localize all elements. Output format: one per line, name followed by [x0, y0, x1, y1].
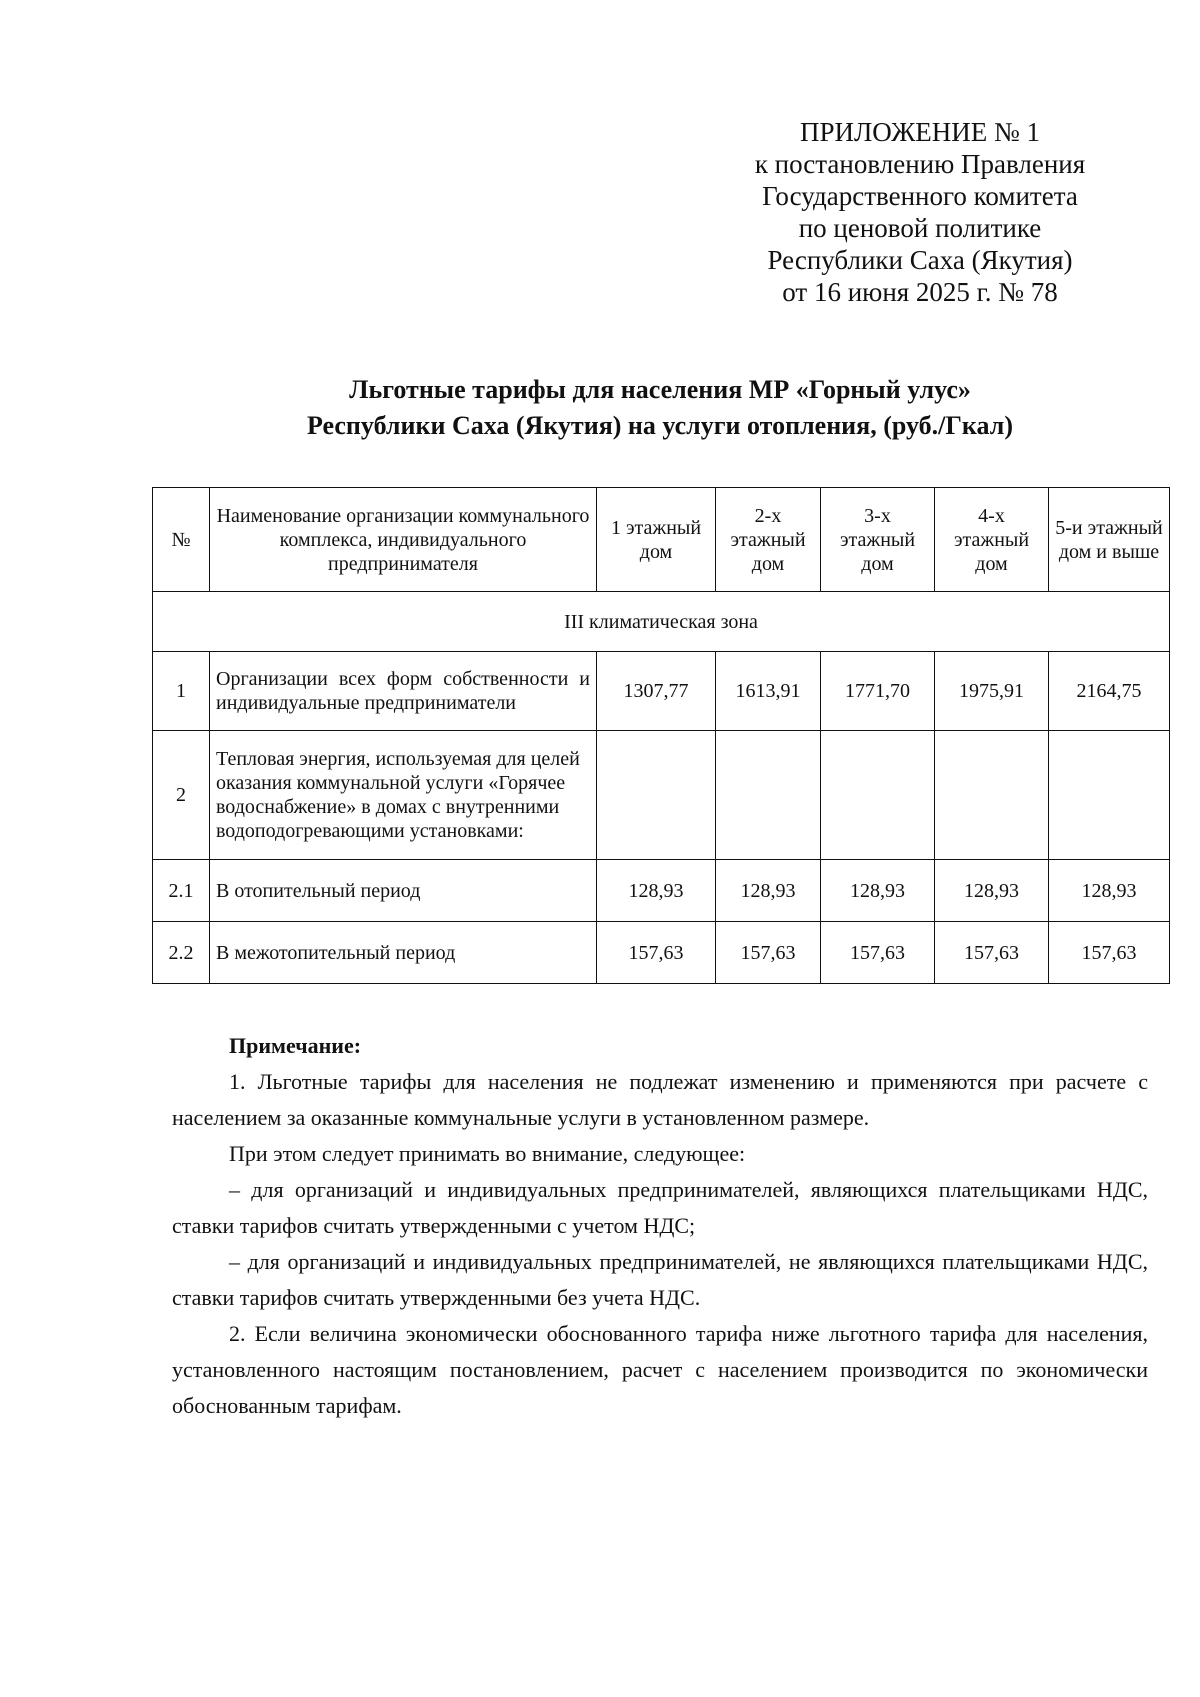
header-col5: 5-и этажный дом и выше	[1049, 488, 1170, 592]
row-num: 2.2	[153, 922, 210, 984]
zone-cell: III климатическая зона	[153, 592, 1170, 652]
row-name: В межотопительный период	[210, 922, 597, 984]
note-paragraph: – для организаций и индивидуальных предпринимателей, являющихся плательщиками НДС, ставки тарифов считать утвержденными с учетом НДС;	[172, 1177, 1148, 1238]
table-row	[153, 860, 1170, 922]
row-num: 2.1	[153, 860, 210, 922]
row-value	[1049, 731, 1170, 860]
row-value: 128,93	[821, 860, 935, 922]
title-line-2: Республики Саха (Якутия) на услуги отопления, (руб./Гкал)	[307, 411, 1013, 440]
table-row	[153, 652, 1170, 731]
notes-title: Примечание:	[229, 1033, 362, 1058]
row-value: 157,63	[597, 922, 716, 984]
row-value: 157,63	[935, 922, 1049, 984]
row-name: Тепловая энергия, используемая для целей оказания коммунальной услуги «Горячее водоснабжение» в домах с внутренними водоподогревающими установками:	[210, 731, 597, 860]
row-value	[821, 731, 935, 860]
title-line-1: Льготные тарифы для населения МР «Горный улус»	[349, 375, 971, 404]
row-num: 1	[153, 652, 210, 731]
header-col1: 1 этажный дом	[597, 488, 716, 592]
table-row	[153, 731, 1170, 860]
row-value: 1771,70	[821, 652, 935, 731]
appendix-line: ПРИЛОЖЕНИЕ № 1	[799, 117, 1041, 147]
header-col3: 3-х этажный дом	[821, 488, 935, 592]
appendix-line: по ценовой политике	[798, 213, 1042, 243]
note-paragraph: При этом следует принимать во внимание, следующее:	[229, 1141, 746, 1166]
header-col2: 2-х этажный дом	[716, 488, 821, 592]
appendix-block	[720, 116, 1120, 308]
row-value: 128,93	[716, 860, 821, 922]
row-value	[597, 731, 716, 860]
row-name: Организации всех форм собственности и индивидуальные предприниматели	[210, 652, 597, 731]
appendix-line: Республики Саха (Якутия)	[767, 245, 1073, 275]
note-paragraph: – для организаций и индивидуальных предпринимателей, не являющихся плательщиками НДС, ставки тарифов считать утвержденными без учета НДС.	[172, 1249, 1148, 1310]
zone-row	[153, 592, 1170, 652]
row-name: В отопительный период	[210, 860, 597, 922]
appendix-line: Государственного комитета	[762, 181, 1078, 211]
document-title	[150, 372, 1170, 444]
table-row	[153, 922, 1170, 984]
header-num: №	[153, 488, 210, 592]
row-value: 128,93	[597, 860, 716, 922]
header-name: Наименование организации коммунального комплекса, индивидуального предпринимателя	[210, 488, 597, 592]
row-value: 157,63	[716, 922, 821, 984]
row-value: 1307,77	[597, 652, 716, 731]
header-col4: 4-х этажный дом	[935, 488, 1049, 592]
appendix-line: к постановлению Правления	[754, 149, 1086, 179]
row-value	[716, 731, 821, 860]
notes-section	[172, 1028, 1148, 1424]
note-paragraph: 1. Льготные тарифы для населения не подлежат изменению и применяются при расчете с населением за оказанные коммунальные услуги в установленном размере.	[172, 1069, 1148, 1130]
row-value: 157,63	[821, 922, 935, 984]
row-value: 128,93	[935, 860, 1049, 922]
appendix-line: от 16 июня 2025 г. № 78	[782, 277, 1058, 307]
tariffs-table	[152, 487, 1170, 984]
table-header-row	[153, 488, 1170, 592]
row-value: 128,93	[1049, 860, 1170, 922]
row-value: 2164,75	[1049, 652, 1170, 731]
row-num: 2	[153, 731, 210, 860]
note-paragraph: 2. Если величина экономически обоснованного тарифа ниже льготного тарифа для населения, установленного настоящим постановлением, расчет с населением производится по экономически обоснованным тарифам.	[172, 1321, 1148, 1418]
row-value: 157,63	[1049, 922, 1170, 984]
row-value: 1975,91	[935, 652, 1049, 731]
row-value: 1613,91	[716, 652, 821, 731]
row-value	[935, 731, 1049, 860]
